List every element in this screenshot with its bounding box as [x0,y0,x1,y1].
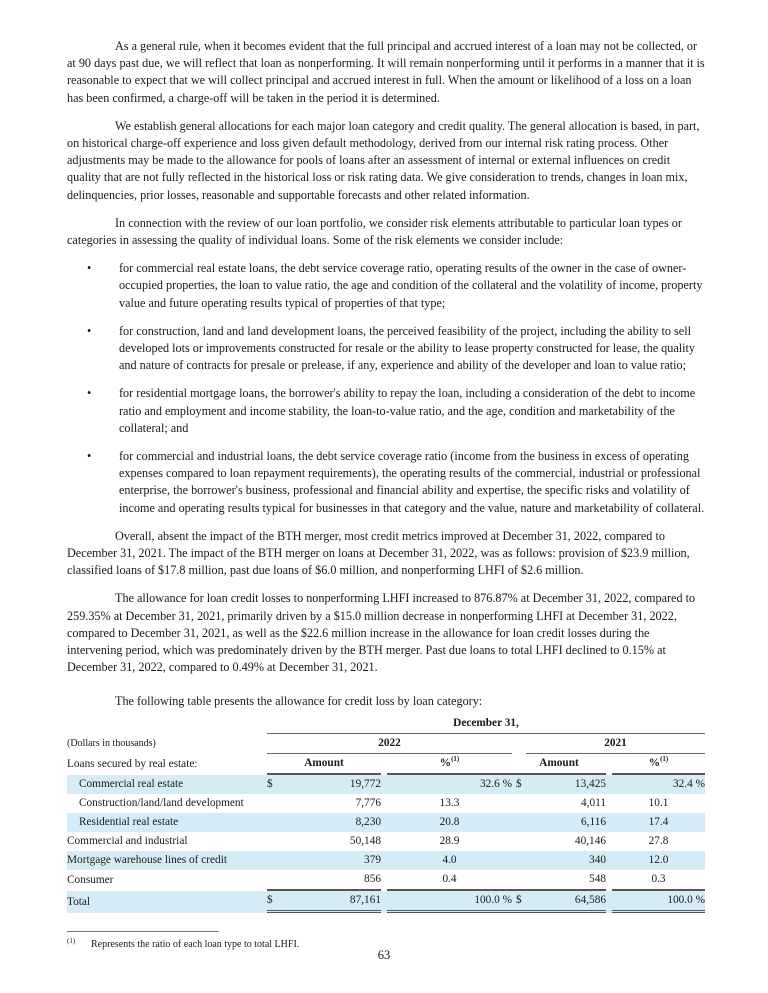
table-header-columns [67,754,705,775]
amount-2022-header: Amount [267,754,381,775]
bullet-icon: • [87,323,92,338]
table-row: Residential real estate 8,230 20.8 6,116 17.4 [67,813,705,832]
pct-2021-header: %$^{(1)}$ [612,754,705,775]
period-header: December 31, [267,714,705,734]
list-item: • for commercial real estate loans, the debt service coverage ratio, operating results of the owner in the case of owner-occupied properties, the loan to value ratio, the age and condition of the collateral and the volatility of income, property value and future operating results typical of properties of that type; [87,261,703,310]
table-header-period [67,714,705,734]
year-2022-header: 2022 [267,734,512,754]
list-item: • for commercial and industrial loans, the debt service coverage ratio (income from the business in excess of operating expenses compared to loan repayment requirements), the operating results of the commercial, industrial or professional enterprise, the borrower's business, professional and financial ability and expertise, the specific risks and volatility of income and operating results typical for businesses in that category and the value, nature and marketability of collateral. [87,449,705,515]
footnote-mark: (1) [67,936,76,945]
bullet-icon: • [87,449,92,464]
paragraph-allowance-ratio: The allowance for loan credit losses to nonperforming LHFI increased to 876.87% at December 31, 2022, compared to 259.35% at December 31, 2021, primarily driven by a $15.0 million decrease in nonperforming LHFI at December 31, 2022, compared to December 31, 2021, as well as the $22.6 million increase in the allowance for loan credit losses during the intervening period, which was predominately driven by the BTH merger. Past due loans to total LHFI declined to 0.15% at December 31, 2022, compared to 0.49% at December 31, 2021. [67,591,696,675]
table-row: Consumer 856 0.4 548 0.3 [67,870,705,891]
paragraph-bth-merger-impact: Overall, absent the impact of the BTH merger, most credit metrics improved at December 31, 2022, compared to December 31, 2021. The impact of the BTH merger on loans at December 31, 2022, was as follows: provision of $23.9 million, classified loans of $17.8 million, past due loans of $6.0 million, and nonperforming LHFI of $2.6 million. [67,528,690,578]
page-number: 63 [377,948,391,962]
footnote-divider [67,931,219,932]
list-item: • for residential mortgage loans, the borrower's ability to repay the loan, including a consideration of the debt to income ratio and employment and income stability, the loan-to-value ratio, and the age, condition and marketability of the collateral; and [87,386,696,435]
table-row: Commercial real estate $ 19,772 32.6 % $ 13,425 32.4 % [67,775,705,794]
list-item: • for construction, land and land development loans, the perceived feasibility of the project, including the ability to sell developed lots or improvements constructed for resale or the ability to lease property constructed for lease, the quality and nature of contracts for presale or prelease, if any, experience and ability of the developer and loan to value ratio; [87,323,696,373]
section-label: Loans secured by real estate: [67,758,198,771]
table-row: Commercial and industrial 50,148 28.9 40,146 27.8 [67,835,669,848]
table-row: Construction/land/land development 7,776 13.3 4,011 10.1 [79,797,669,810]
risk-elements-list [67,260,705,517]
table-intro: The following table presents the allowance for credit loss by loan category: [115,693,483,708]
pct-2022-header: %$^{(1)}$ [387,754,512,775]
amount-2021-header: Amount [512,754,606,775]
footnote-text: Represents the ratio of each loan type to total LHFI. [91,938,300,950]
paragraph-risk-elements-intro: In connection with the review of our loan portfolio, we consider risk elements attributable to particular loan types or categories in assessing the quality of individual loans. Some of the risk elements we consider include: [67,215,682,248]
table-total-row: Total $ 87,161 100.0 % $ 64,586 100.0 % [67,891,705,913]
year-2021-header: 2021 [526,734,705,754]
paragraph-general-allocations: We establish general allocations for each major loan category and credit quality. The general allocation is based, in part, on historical charge-off experience and loss given default methodology, derived from our internal risk rating process. Other adjustments may be made to the allowance for pools of loans after an assessment of internal or external influences on credit quality that are not fully reflected in the historical loss or risk rating data. We give consideration to trends, changes in loan mix, delinquencies, prior losses, reasonable and supportable forecasts and other related information. [67,118,700,202]
paragraph-nonperforming-policy: As a general rule, when it becomes evident that the full principal and accrued interest of a loan may not be collected, or at 90 days past due, we will reflect that loan as nonperforming. It will remain nonperforming until it performs in a manner that it is reasonable to expect that we will collect principal and accrued interest in full. When the amount or likelihood of a loss on a loan has been confirmed, a charge-off will be taken in the period it is determined. [67,39,705,105]
table-header-years [67,734,705,754]
bullet-icon: • [87,261,92,276]
document-page [67,38,705,953]
allowance-by-loan-category-table [67,714,705,913]
table-row: Mortgage warehouse lines of credit 379 4.0 340 12.0 [67,851,705,870]
bullet-icon: • [87,386,92,401]
units-label: (Dollars in thousands) [67,737,156,749]
